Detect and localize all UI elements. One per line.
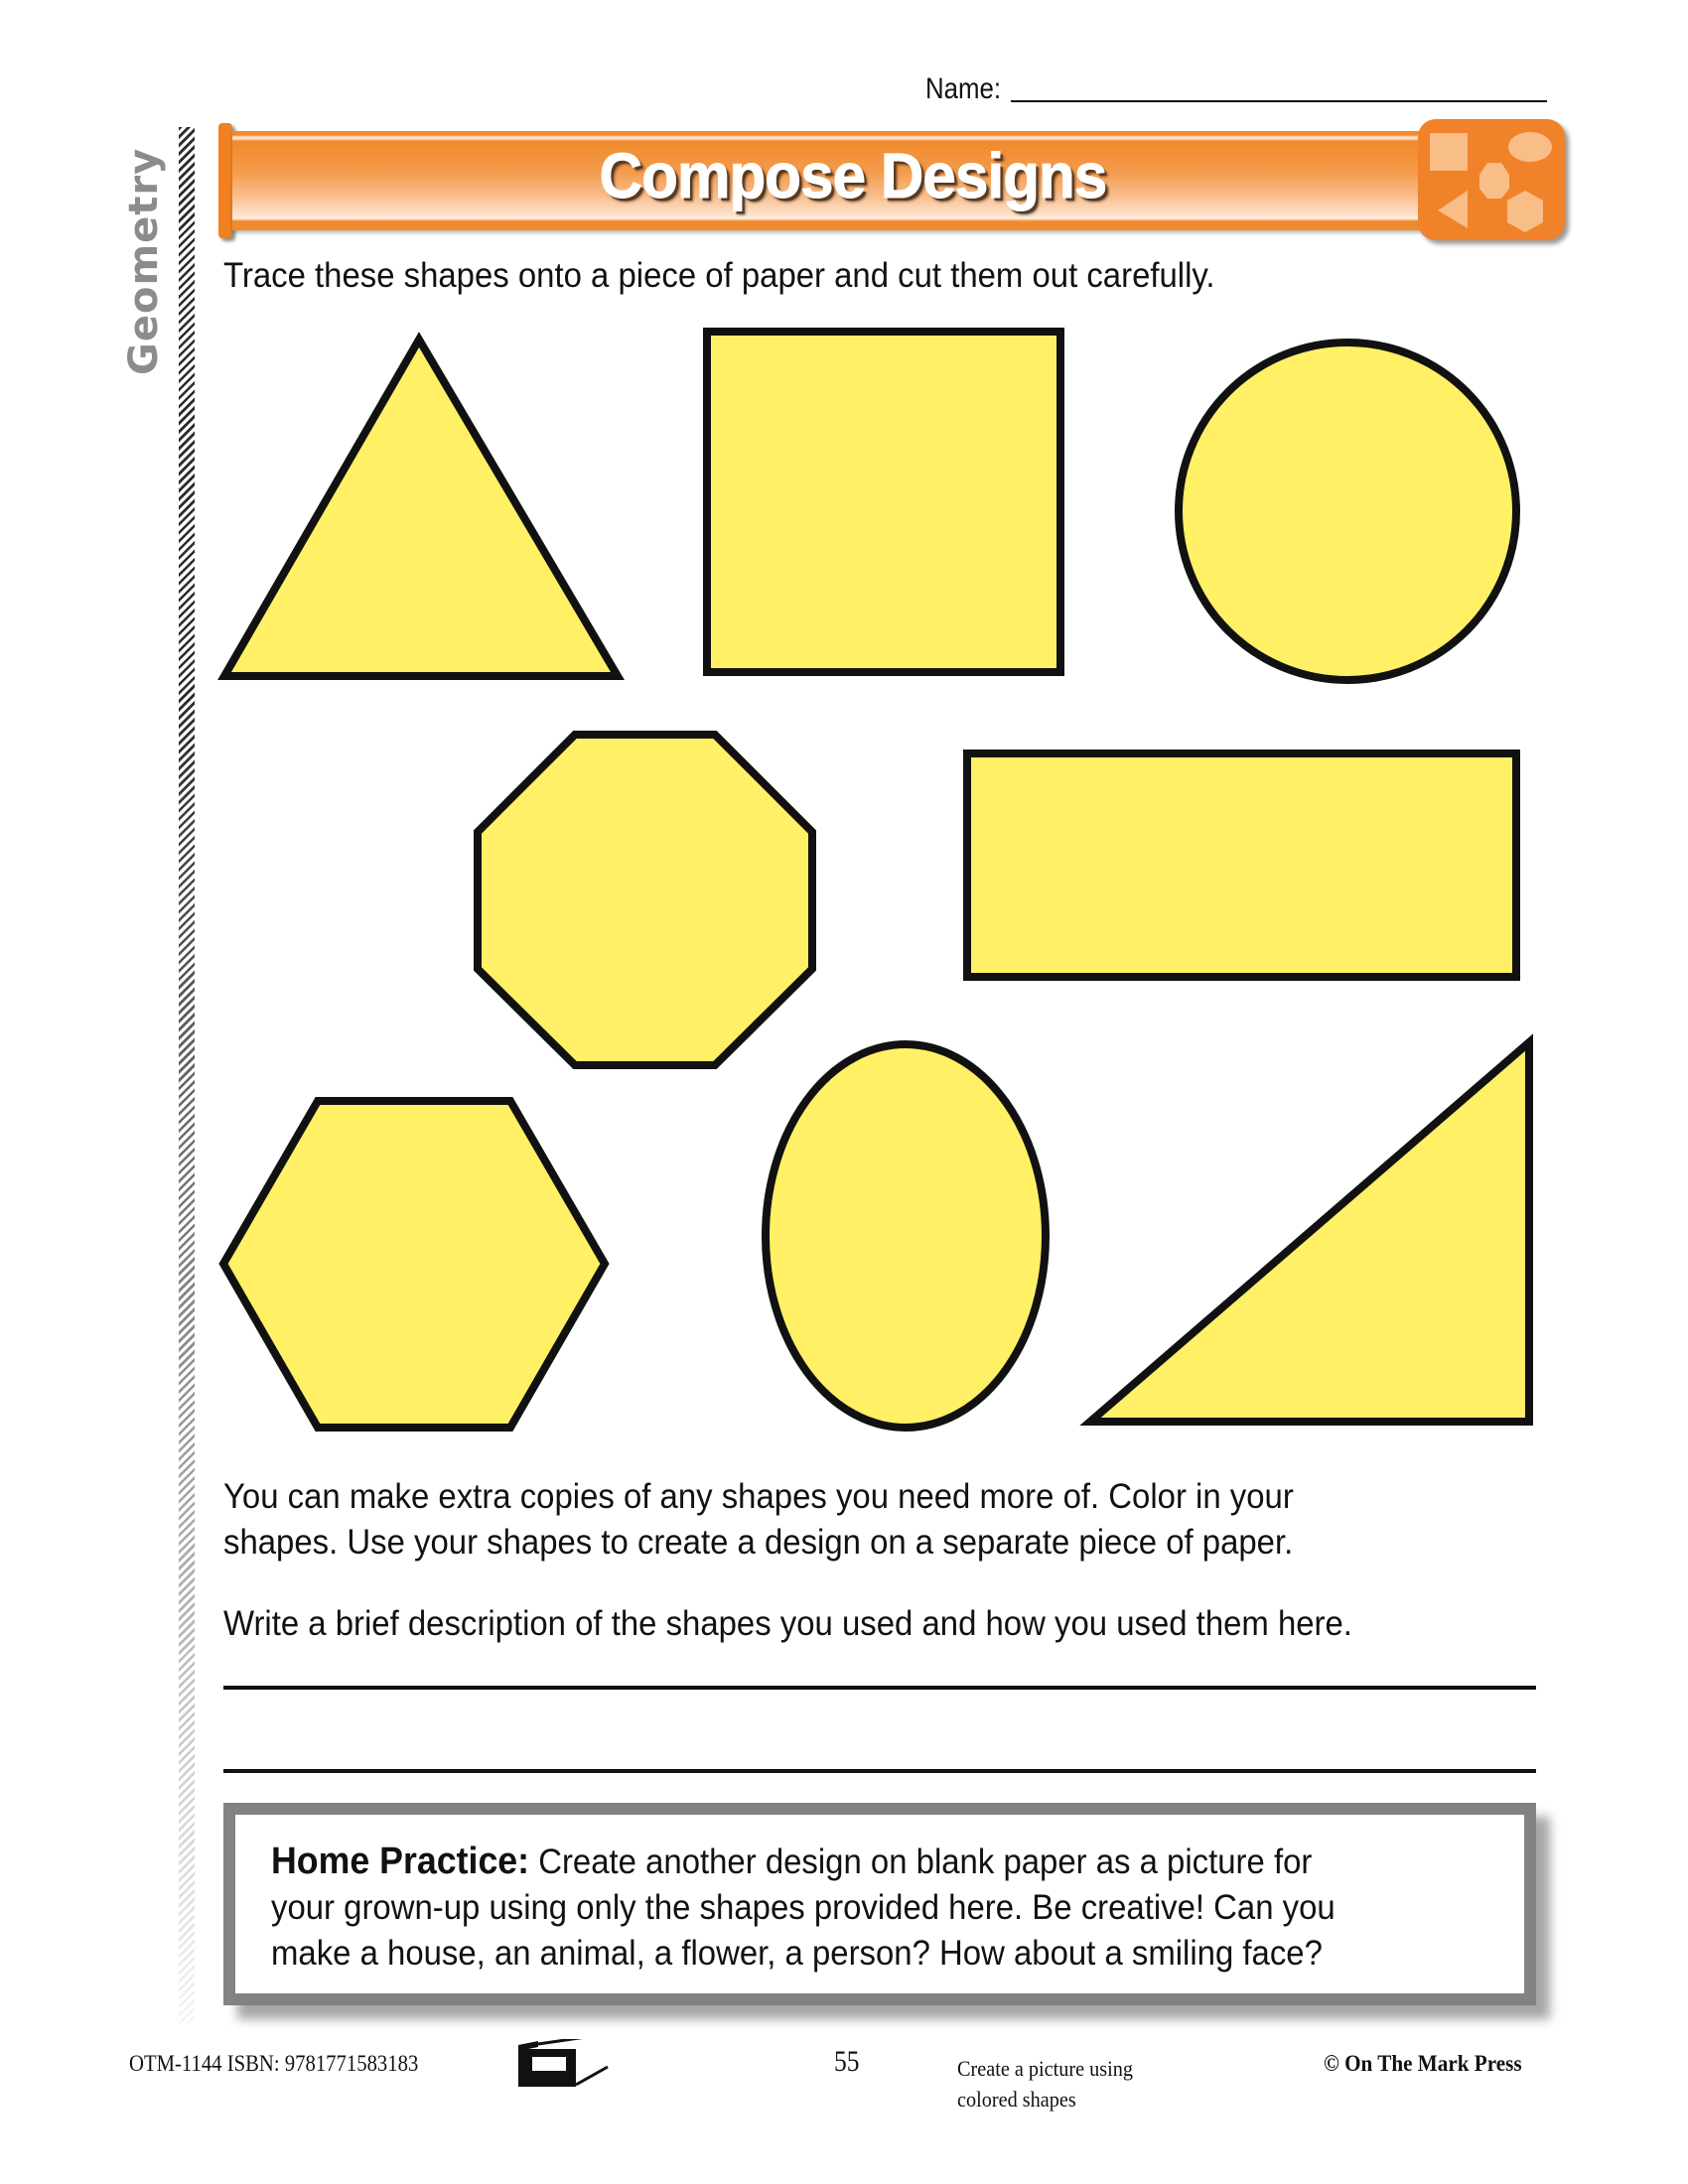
shapes-icon [1418,119,1565,240]
home-practice-heading: Home Practice: [271,1841,530,1882]
banner-end-cap [218,123,232,238]
copies-line-2: shapes. Use your shapes to create a design on a separate piece of paper. [223,1523,1294,1562]
name-field[interactable] [925,71,1547,107]
home-practice-line-1 [271,1839,1476,1885]
page-number: 55 [834,2045,860,2078]
answer-line-1[interactable] [223,1686,1536,1690]
copier-icon [512,2039,612,2089]
copies-line-1: You can make extra copies of any shapes you need more of. Color in your [223,1477,1294,1516]
footer-description [957,2053,1133,2115]
subject-label: Geometry [121,147,167,375]
shape-hexagon [223,1101,605,1428]
shape-octagon [478,735,812,1065]
shape-right-triangle [1090,1042,1529,1422]
icon-square [1430,133,1468,171]
shape-equilateral-triangle [224,340,618,676]
copies-instruction [223,1474,1294,1566]
footer-product-code: OTM-1144 ISBN: 9781771583183 [129,2051,419,2076]
shape-circle [1179,342,1516,680]
footer-description-line-2: colored shapes [957,2087,1076,2112]
home-practice-text [271,1839,1476,1977]
name-label: Name: [925,72,1001,105]
home-practice-line-1-text: Create another design on blank paper as a picture for [529,1843,1313,1881]
sidebar-hatch-decoration [179,127,195,2023]
shape-oval [766,1044,1046,1428]
icon-oval [1508,132,1552,162]
shape-square [707,332,1060,672]
answer-line-2[interactable] [223,1769,1536,1773]
copyright: © On The Mark Press [1324,2051,1522,2076]
page-title: Compose Designs [599,140,1107,211]
footer-description-line-1: Create a picture using [957,2056,1134,2081]
home-practice-box [223,1803,1536,2005]
icon-triangle [1438,191,1468,228]
write-instruction: Write a brief description of the shapes you used and how you used them here. [223,1604,1352,1643]
title-banner [216,121,1567,248]
icon-hexagon [1507,191,1543,232]
shapes-icon-graphic [1418,119,1565,240]
home-practice-line-2: your grown-up using only the shapes provided here. Be creative! Can you [271,1888,1336,1927]
trace-instruction: Trace these shapes onto a piece of paper and cut them out carefully. [223,256,1215,295]
home-practice-line-3: make a house, an animal, a flower, a person? How about a smiling face? [271,1934,1323,1973]
icon-octagon [1479,163,1509,199]
shape-rectangle [967,753,1516,977]
name-input-line[interactable] [1011,100,1547,102]
